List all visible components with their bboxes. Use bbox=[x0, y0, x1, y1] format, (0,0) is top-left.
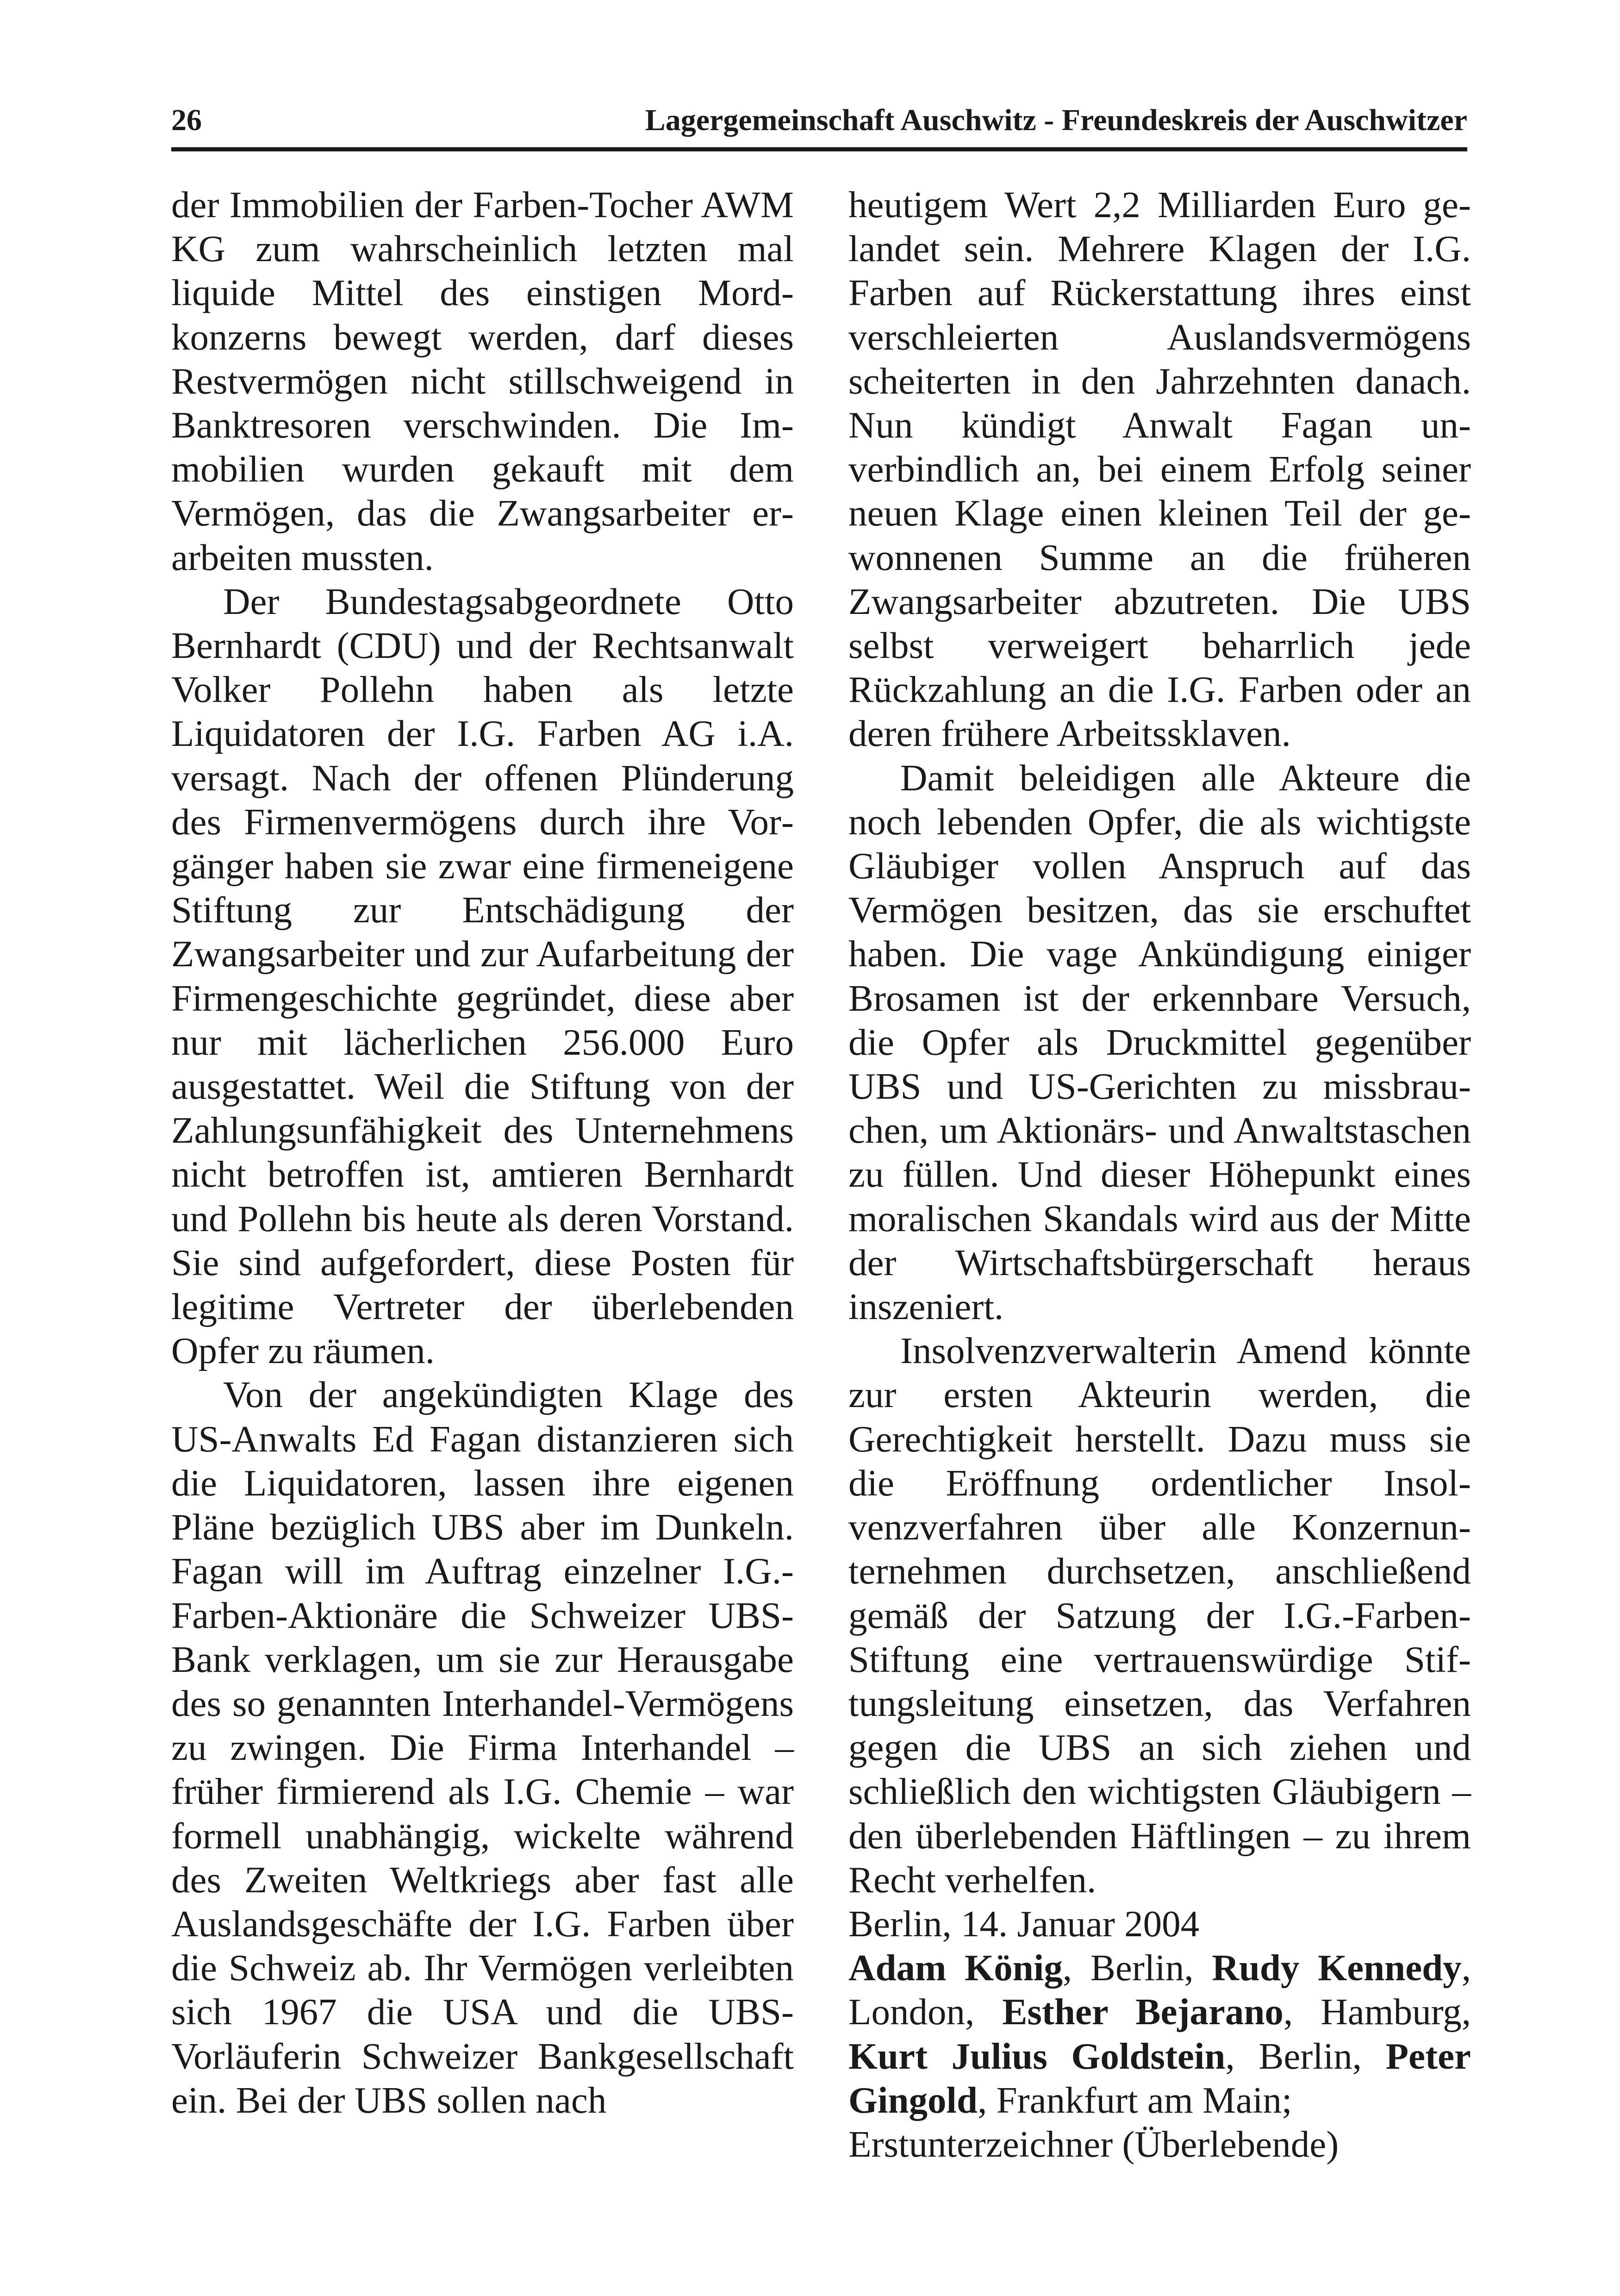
signatory-place: , Berlin, bbox=[1225, 2035, 1386, 2077]
signatory-place: , Frankfurt am Main; bbox=[978, 2079, 1292, 2121]
date-line: Berlin, 14. Januar 2004 bbox=[848, 1902, 1200, 1945]
right-paragraph-3: Insolvenzverwalterin Amend könnte zur ersten Akteurin werden, die Gerechtigkeit herstellt. Dazu muss sie die Eröffnung ordentlicher Insolvenzverfahren über alle Konzernunternehmen durchsetzen, anschließend gemäß der Satzung der I.G.-Farben-Stiftung eine vertrauenswürdige Stiftungsleitung einsetzen, das Verfahren gegen die UBS an sich ziehen und schließlich den wichtigsten Gläubigern – den überlebenden Häftlingen – zu ihrem Recht verhelfen. bbox=[848, 1330, 1471, 1901]
signatory-place: , Hamburg, bbox=[1283, 1991, 1471, 2033]
signatory-place: , Berlin, bbox=[1062, 1947, 1212, 1989]
page-header bbox=[171, 100, 1467, 141]
left-paragraph-2: Der Bundestagsabgeordnete Otto Bernhardt (CDU) und der Rechtsanwalt Volker Pollehn haben als letzte Liquidatoren der I.G. Farben AG i.A. versagt. Nach der offenen Plünderung des Firmenvermögens durch ihre Vorgänger haben sie zwar eine firmeneigene Stiftung zur Entschädigung der Zwangsarbeiter und zur Aufarbeitung der Firmengeschichte gegründet, diese aber nur mit lächerlichen 256.000 Euro ausgestattet. Weil die Stiftung von der Zahlungsunfähigkeit des Unternehmens nicht betroffen ist, amtieren Bernhardt und Pollehn bis heute als deren Vorstand. Sie sind aufgefordert, diese Posten für legitime Vertreter der überlebenden Opfer zu räumen. bbox=[171, 580, 794, 1372]
header-rule bbox=[171, 147, 1467, 151]
signatory-name: Esther Bejarano bbox=[1002, 1991, 1284, 2033]
page-number: 26 bbox=[171, 103, 202, 137]
signatory-name: Adam König bbox=[848, 1947, 1063, 1989]
signatories-closing: Erstunterzeichner (Überlebende) bbox=[848, 2123, 1339, 2165]
left-paragraph-3: Von der angekündigten Klage des US-Anwalts Ed Fagan distanzieren sich die Liquidatoren, lassen ihre eigenen Pläne bezüglich UBS aber im Dunkeln. Fagan will im Auftrag einzelner I.G.-Farben-Aktionäre die Schweizer UBS-Bank verklagen, um sie zur Herausgabe des so genannten Interhandel-Vermögens zu zwingen. Die Firma Interhandel – früher firmierend als I.G. Chemie – war formell unabhängig, wickelte während des Zweiten Weltkriegs aber fast alle Auslandsgeschäfte der I.G. Farben über die Schweiz ab. Ihr Vermögen verleibten sich 1967 die USA und die UBS-Vorläuferin Schweizer Bankgesellschaft ein. Bei der UBS sollen nach bbox=[171, 1374, 794, 2121]
signatory-name: Peter Gingold bbox=[848, 2035, 1471, 2121]
left-paragraph-1: der Immobilien der Farben-Tocher AWM KG zum wahrscheinlich letzten mal liquide Mittel des einstigen Mordkonzerns bewegt werden, darf dieses Restvermögen nicht stillschweigend in Banktresoren verschwinden. Die Immobilien wurden gekauft mit dem Vermögen, das die Zwangsarbeiter erarbeiten mussten. bbox=[171, 184, 794, 578]
right-paragraph-2: Damit beleidigen alle Akteure die noch lebenden Opfer, die als wichtigste Gläubiger vollen Anspruch auf das Vermögen besitzen, das sie erschuftet haben. Die vage Ankündigung einiger Brosamen ist der erkennbare Versuch, die Opfer als Druckmittel gegenüber UBS und US-Gerichten zu missbrauchen, um Aktionärs- und Anwaltstaschen zu füllen. Und dieser Höhepunkt eines moralischen Skandals wird aus der Mitte der Wirtschaftsbürgerschaft heraus inszeniert. bbox=[848, 757, 1471, 1328]
right-column bbox=[848, 183, 1471, 2166]
signatory-name: Rudy Kennedy bbox=[1212, 1947, 1462, 1989]
left-column bbox=[171, 183, 794, 2122]
signatory-name: Kurt Julius Goldstein bbox=[848, 2035, 1226, 2077]
running-title: Lagergemeinschaft Auschwitz - Freundeskreis der Auschwitzer bbox=[645, 103, 1467, 137]
signatory-place: , London, bbox=[848, 1947, 1471, 2033]
signatories bbox=[848, 1946, 1471, 2166]
right-paragraph-1: heutigem Wert 2,2 Milliarden Euro gelandet sein. Mehrere Klagen der I.G. Farben auf Rückerstattung ihres einst verschleierten Auslandsvermögens scheiterten in den Jahrzehnten danach. Nun kündigt Anwalt Fagan unverbindlich an, bei einem Erfolg seiner neuen Klage einen kleinen Teil der gewonnenen Summe an die früheren Zwangsarbeiter abzutreten. Die UBS selbst verweigert beharrlich jede Rückzahlung an die I.G. Farben oder an deren frühere Arbeitssklaven. bbox=[848, 184, 1471, 755]
